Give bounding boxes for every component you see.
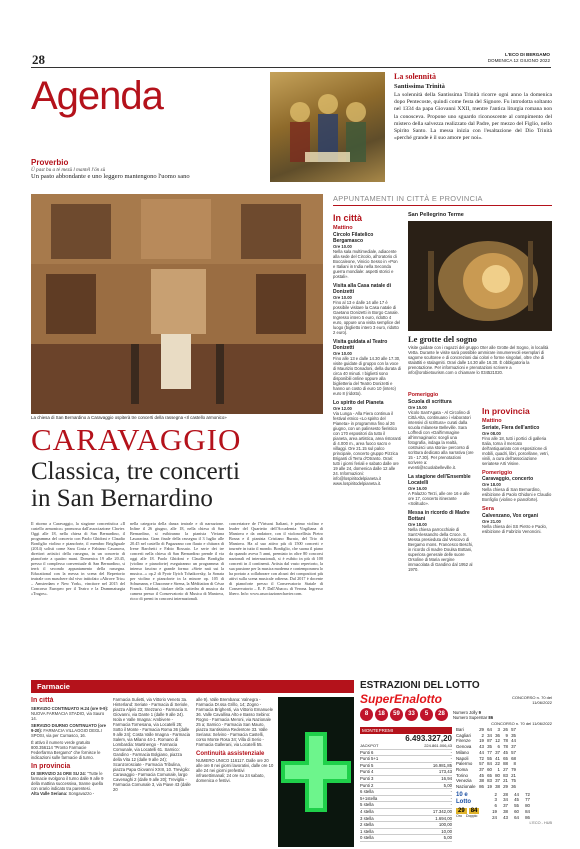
- ruota-number: 21: [503, 778, 508, 784]
- proverbio-label: Proverbio: [31, 158, 69, 167]
- jackpot-label: JACKPOT: [360, 743, 379, 748]
- page-number: 28: [32, 52, 45, 67]
- diecielotto-number: 80: [525, 803, 530, 809]
- premio-row: [360, 816, 452, 823]
- premio-value: 100,00: [438, 822, 452, 828]
- lotto-concorso: CONCORSO n. 70 del 11/06/2022: [491, 721, 552, 726]
- ruota-number: 87: [487, 738, 492, 744]
- ruota-row: [456, 784, 552, 790]
- ruota-number: 45: [503, 749, 508, 755]
- event-title: Scuola di scrittura: [408, 398, 452, 405]
- winning-numbers: [360, 708, 552, 721]
- article-col-1: Il ritorno a Caravaggio, la stagione concertistica «Il castello armonico» promossa dall'associazione Clavier. Oggi alle 18, nella chiesa di San Bernardino, il programma del concerto con Paolo Ghidoni e Claudio Bonfiglio violino e pianoforte, il membro Brigliguale (2014) solisti come Sara Costa e Fabiano Casanova, direttori artistici della rassegna, in un concerto di pianoforte a quattro mani. Domenica 19 alle 20.45, presso il complesso conventuale di San Bernardino, si terrà il secondo appuntamento della rassegna. Educational con la messa in scena del Repertorio teatrale con maschere dal vivo intitolato «Altrove Trio» – Amsterdam e New York», vincitore nel 2015 del Concorso Europeo per il Teatro e la Drammaturgia «Tragos».: [31, 521, 125, 596]
- event-time: Ore 21.00: [482, 518, 501, 524]
- ruota-number: 84: [487, 761, 492, 767]
- ruota-name: Nazionale: [456, 784, 476, 790]
- event-body: Fino al 13 e dalle 14 alle 17 è possibile visitare la Casa natale di Gaetano Donizetti in Borgo Canale. Ingresso intero 5 euro, ridotto 4 euro, oppure una visita semplice del luogo (biglietto intero 3 euro, ridotto 2 euro).: [333, 299, 401, 335]
- premio-row: [360, 783, 452, 790]
- event-body: A Palazzo Terzi, alle ore 16 e alle ore 17, concerto itinerante «Solitudo».: [408, 490, 470, 506]
- premio-row: [360, 822, 452, 829]
- event-item: [333, 400, 401, 486]
- premio-value: 17.342,00: [432, 808, 452, 814]
- event-item: [333, 339, 401, 396]
- cave-photo: [408, 221, 552, 331]
- event-body: Vicolo Sant'Agata - Al Circolino di Città Alta, continuano i «laboratori intensivi di scrittura» curati dalla scuola milanese Belleville. Sara Loffredi con «Dall'immagine all'immaginario: scegli una fotografia, indaga la realtà, costruisci una storia» percorso di scrittura dedicato alla narrativa (ore 15 - 17.30). Per prenotazioni scrivere a: eventi@scuolabelleville.it.: [408, 409, 474, 470]
- ruota-name: Milano: [456, 749, 469, 755]
- winning-number: 5: [420, 708, 433, 721]
- cave-illustration: [408, 221, 552, 331]
- ruota-number: 77: [487, 749, 492, 755]
- solennita-label: La solennità: [394, 72, 437, 81]
- event-title: Visita alla Casa natale di Donizetti: [333, 282, 391, 295]
- ruota-number: 36: [511, 784, 516, 790]
- ruota-name: Bari: [456, 727, 464, 732]
- diecielotto-number: 77: [525, 797, 530, 803]
- premio-row: [360, 756, 452, 763]
- premi-list: [360, 750, 452, 842]
- diecielotto-number: 64: [514, 814, 519, 820]
- diecielotto-number: 19: [492, 808, 497, 814]
- ruota-number: 78: [503, 744, 508, 750]
- event-title: Messa in ricordo di Madre Bottani: [408, 509, 470, 522]
- diecielotto-number: 6: [494, 803, 497, 809]
- ruota-number: 44: [511, 738, 516, 744]
- farmacie-heading: DI SERVIZIO 24 ORE SU 24:: [31, 771, 87, 776]
- ruota-number: 60: [487, 766, 492, 772]
- premio-label: Punti 2: [360, 782, 374, 788]
- event-time: Ore 10.00: [333, 350, 352, 356]
- premio-row: [360, 802, 452, 809]
- premio-label: 1 stella: [360, 828, 374, 834]
- event-body: Fino alle 13 e dalle 14.30 alle 17.30, visite guidate di gruppo con la voce di Maurizio Donadoni, della durata di circa 40 minuti. I biglietti sono disponibili online oppure alla biglietteria del Teatro Donizetti e hanno un costo di euro 10 (intero) euro 8 (ridotto).: [333, 355, 401, 396]
- ruota-number: 72: [479, 755, 484, 761]
- event-title: Calvenzano, Vox organi: [482, 512, 539, 519]
- premio-label: Punti 6: [360, 749, 374, 755]
- diecielotto-number: 45: [514, 797, 519, 803]
- ruota-number: 45: [479, 772, 484, 778]
- premio-row: [360, 809, 452, 816]
- ruota-number: 78: [503, 738, 508, 744]
- winning-number: 28: [435, 708, 448, 721]
- pharmacy-cross-image: [278, 697, 354, 847]
- event-item: [408, 510, 476, 572]
- ruota-number: 19: [487, 784, 492, 790]
- premio-label: 5 stella: [360, 802, 374, 808]
- ruote-table: [456, 727, 552, 842]
- diecielotto-number: 86: [525, 814, 530, 820]
- premio-label: 2 stella: [360, 822, 374, 828]
- superstar-value: 86: [488, 714, 494, 720]
- ruota-number: 64: [487, 727, 492, 732]
- ruota-number: 57: [511, 727, 516, 732]
- farmacie-text: "Tutte le farmacie svolgono il turno dalle 9 alle 9 della mattina successiva, tranne quella con orario indicato tra parentesi.: [31, 771, 104, 791]
- ruota-number: 65: [487, 772, 492, 778]
- ruota-number: 44: [479, 749, 484, 755]
- ruota-number: 21: [511, 772, 516, 778]
- ruota-number: 35: [487, 744, 492, 750]
- farmacie-col-3: [196, 697, 274, 847]
- farmacie-heading: SERVIZIO DIURNO CONTINUATO (ore 9-20):: [31, 723, 106, 733]
- premio-row: [360, 750, 452, 757]
- article-headline-1: Classica, tre concerti: [31, 458, 240, 485]
- jolly-superstar: [453, 710, 493, 720]
- premio-label: Punti 5: [360, 762, 374, 768]
- ruota-name: Torino: [456, 772, 468, 778]
- event-body: Fino alle 18, tutti i portici di galleria Italia, torna il mercato dell'antiquariato con esposizione di mobili, quadri, libri, porcellane, vetri, vinili, a cura dell'associazione seriatese Arti Visive.: [482, 435, 549, 466]
- diecielotto-number: 43: [503, 814, 508, 820]
- ruota-name: Palermo: [456, 761, 473, 767]
- ruota-number: 68: [511, 755, 516, 761]
- superenalotto-header: [360, 693, 552, 706]
- ruota-name: Venezia: [456, 778, 472, 784]
- trinity-icon-image: [270, 72, 385, 182]
- event-item: [333, 225, 401, 279]
- diecielotto-number: 28: [503, 791, 508, 797]
- superenalotto-logo: SuperEnalotto: [360, 692, 443, 706]
- montepremi-table: [360, 727, 452, 842]
- in-citta-title: In città: [333, 213, 363, 223]
- diecielotto-number: 34: [503, 797, 508, 803]
- event-title: Lo spirito del Pianeta: [333, 399, 384, 406]
- ruota-number: 29: [503, 784, 508, 790]
- trinity-icon-illustration: [270, 72, 385, 182]
- section-title: Agenda: [31, 74, 163, 118]
- article-col-3: concertatore de l'Virtuosi Italiani, è primo violino e leader del Quartetto dell'Accademia Virgiliana di Mantova e da ondatore, con il violoncellista Pietro Bosna e il pianista Cristiano Burato, del Trio di Mantova. Ha al suo attivo più di 1500 concerti e tournée in tutto il mondo. Bonfiglio, che suona il piano da quando aveva 5 anni, premiato in oltre 80 concorsi nazionali ed internazionali, si è esibito in più di 100 concerti in 4 continenti. Artista dal vasto repertorio, la sua passione per la musica moderna e contemporanea lo ha portato a collaborare con alcuni dei compositori più attivi sulla scena musicale odierna. Dal 2017 è docente di pianoforte presso il Conservatorio Statale di Conservatorio – E. F. Dall'Abaco» di Verona. Ingresso libero. Info: www.associazionechavier.com.: [229, 521, 323, 596]
- ruota-number: 3: [497, 727, 500, 732]
- ruota-number: 34: [487, 732, 492, 738]
- event-time: Ore 12.00: [333, 405, 352, 411]
- oro-number: 29: [458, 807, 465, 814]
- church-fresco-illustration: [31, 194, 323, 414]
- solennita-title: Santissima Trinità: [394, 83, 445, 90]
- in-citta-column: [333, 213, 401, 669]
- event-kicker: Pomeriggio: [408, 392, 439, 398]
- premio-value: -: [450, 802, 452, 808]
- farmacie-text: FARMACIA VILLAGGIO DEGLI SPOSI, via per Curnasco, 16.: [31, 728, 102, 738]
- ruota-number: 38: [495, 784, 500, 790]
- diecielotto-number: 38: [503, 808, 508, 814]
- diecielotto-number: 3: [494, 797, 497, 803]
- premio-value: 1.694,00: [435, 815, 452, 821]
- proverbio-translation: Un pasto abbondante e uno leggero mantengono l'uomo sano: [31, 173, 190, 180]
- event-title: La stagione dell'Ensemble Locatelli: [408, 473, 471, 486]
- premio-label: Punti 3: [360, 775, 374, 781]
- ruota-number: 88: [503, 761, 508, 767]
- premio-value: -: [450, 756, 452, 762]
- event-kicker: Sera: [482, 506, 494, 512]
- diecielotto-logo: 10 e Lotto: [456, 791, 471, 805]
- ruota-number: 6: [497, 744, 500, 750]
- diecielotto-box: [456, 792, 552, 821]
- event-item: [482, 506, 552, 534]
- ruota-number: 12: [495, 738, 500, 744]
- diecielotto-number: 84: [525, 808, 530, 814]
- article-col-2: nella categoria della danza teatrale e di narrazione. Infine il 26 giugno, alle 18, nella chiesa di San Bernardino, si esibiranno la pianista Viviana Lasaracina. Gran finale della rassegna il 3 luglio alle 20.45 nel castello di Pagazzano con flauto e chitarra di Irene Barchetti e Fabio Rossato. Le serie dei tre concerti nella chiesa di San Bernardino prende il via oggi alle 18. Paolo Ghidoni e Claudio Bonfiglio (violino e pianoforte) eseguiranno un programma di intenso fascino e grande forma: «Siete nati sui la musica...» op.2 di Pyotr Ilyich Tchaikovsky, la Sonata per violino e pianoforte in la minore op. 105 di Schumann, e Chaconne e Sirena, la Méditation di César Franck. Ghidoni, titolare della cattedra di musica da camera presso il Conservatorio di Musica di Mantova, ricco di premi in concorsi internazionali.: [130, 521, 224, 601]
- premio-value: 5,00: [443, 835, 452, 841]
- montepremi-value: 6.493.327,20: [405, 734, 452, 743]
- ruota-name: Genova: [456, 744, 472, 750]
- event-time: Ore 08.00: [482, 430, 501, 436]
- winning-number: 18: [375, 708, 388, 721]
- event-title: Seriate, Fiera dell'antico: [482, 424, 540, 431]
- event-item: [408, 474, 476, 506]
- article-headline-2: in San Bernardino: [31, 485, 213, 512]
- farmacie-text: alle 9). Valle Brembana: Valnegra - Farmacia Dr.ssa Grillo, 14; Zogno - Farmacia Brighenti, via Vittorio Emanuele 36. Valle Cavallina Alto e Basso Sebino: Rogno - Farmacia Meroni, via Nazionale 25 a; Sarnico - Farmacia San Mauro, piazza Santissima Redentore 33. Valle Seriana: Selvino - Farmacia Castelli, corso Monte Rosa 34; Villa di Serio - Farmacia Gallerani, via Locatelli 55.: [196, 697, 273, 747]
- event-body: Nella chiesa di San Bernardino, esibizione di Paolo Ghidoni e Claudio Bonfiglio (violino e pianoforte).: [482, 487, 552, 502]
- appuntamenti-banner: APPUNTAMENTI IN CITTÀ E PROVINCIA: [333, 194, 552, 206]
- ruota-number: 22: [495, 761, 500, 767]
- ruota-number: 65: [503, 755, 508, 761]
- ruota-number: 75: [511, 778, 516, 784]
- ruota-number: 37: [495, 778, 500, 784]
- masthead-block: [488, 52, 550, 63]
- superstar-label: Numero Superstar: [453, 714, 488, 720]
- event-body: Nella sala multimediale, adiacente alla sede del Circolo, all'oratorio di Boccaleone, Vinicio Sesso in «Pon e Italiani in India nella Seconda guerra mondiale: aspetti storici e postali».: [333, 248, 398, 279]
- ruota-number: 37: [511, 744, 516, 750]
- ruota-name: Napoli: [456, 755, 469, 761]
- ruota-name: Cagliari: [456, 732, 471, 738]
- diecielotto-logo-box: [456, 792, 482, 819]
- ruota-number: 57: [479, 761, 484, 767]
- header-rule: [31, 67, 551, 68]
- premio-value: 16.981,85: [432, 762, 452, 768]
- issue-date: DOMENICA 12 GIUGNO 2022: [487, 57, 550, 63]
- premio-row: [360, 763, 452, 770]
- premio-row: [360, 776, 452, 783]
- winning-number: 59: [390, 708, 403, 721]
- jackpot-value: 224.861.006,43: [424, 743, 452, 748]
- farmacie-in-citta: In città: [31, 697, 54, 704]
- premio-label: Punti 4: [360, 769, 374, 775]
- premio-value: 10,00: [441, 828, 452, 834]
- ruota-number: 35: [511, 732, 516, 738]
- ruota-number: 37: [495, 749, 500, 755]
- ruota-number: 83: [503, 772, 508, 778]
- premio-value: -: [450, 795, 452, 801]
- farmacie-text: NUOVA FARMACIA STADIO, via Sauro 14.: [31, 711, 105, 721]
- masthead: L'ECO DI BERGAMO: [505, 52, 550, 57]
- diecielotto-number: 55: [514, 803, 519, 809]
- ruota-number: 79: [511, 766, 516, 772]
- event-kicker: Mattino: [333, 225, 353, 231]
- grotte-title: Le grotte del sogno: [408, 334, 478, 344]
- diecielotto-row: [486, 815, 530, 821]
- ruota-number: 27: [503, 766, 508, 772]
- farmacie-heading: SERVIZIO CONTINUATO H.24 (ore 9-9):: [31, 706, 109, 711]
- event-body: Nella chiesa parrocchiale di Sant'Alessandro della Croce. S. Messa presieduta dal Vescovo di Bergamo mons. Francesco Beschi, in ricordo di madre Doulsa Bottani, superiora generale delle suore Orsoline di Maria vergine immacolata di Gandino dal 1952 al 1970.: [408, 526, 474, 572]
- event-item: [482, 418, 552, 466]
- premio-row: [360, 835, 452, 842]
- ruota-number: 29: [479, 727, 484, 732]
- diecielotto-number: 72: [525, 791, 530, 797]
- doppio-oro-number: 84: [470, 807, 478, 814]
- premio-label: 6 stella: [360, 789, 374, 795]
- event-title: Circolo Filatelico Bergamasco: [333, 231, 374, 244]
- continuita-body: NUMERO UNICO 116117. Dalle ore 20 alle ore 8 nei giorni lavorativi, dalle ore 10 alle 24 nei giorni prefestivi infrasettimanali; 24 ore su 24 sabato, domenica e festivi.: [196, 758, 274, 783]
- event-time: Ore 10.00: [333, 294, 352, 300]
- diecielotto-number: 37: [503, 803, 508, 809]
- premio-value: 173,43: [438, 769, 452, 775]
- event-body: Nella chiesa dei SS Pietro e Paolo, esibizione di Fabrizio Venoncini.: [482, 523, 547, 534]
- ruota-number: 41: [495, 755, 500, 761]
- farmacie-text: Songavazzo -: [68, 791, 95, 796]
- ruota-number: 8: [513, 761, 516, 767]
- premio-label: 4 stella: [360, 808, 374, 814]
- farmacie-text: È attivo il numero verde gratuito 800.356114 "Pronto Farmacie Federfarma Bergamo" che fornisce le indicazioni sulle farmacie di turno.: [31, 740, 101, 760]
- event-kicker: Mattino: [482, 418, 502, 424]
- oro-label: Oro: [456, 813, 462, 818]
- ruote-list: [456, 727, 552, 790]
- premio-label: 5+1stella: [360, 795, 378, 801]
- farmacie-banner: Farmacie: [31, 680, 354, 693]
- event-title: Caravaggio, concerto: [482, 476, 534, 482]
- event-time: Ore 18.00: [408, 521, 427, 527]
- diecielotto-number: 44: [514, 791, 519, 797]
- ruota-number: 26: [503, 727, 508, 732]
- pharmacy-cross-icon: [278, 697, 354, 847]
- jolly-value: 9: [478, 709, 481, 715]
- ruota-number: 83: [487, 778, 492, 784]
- event-body: Via Lunga - Alla Fiera continua il festival etnico «Lo spirito del Pianeta» in programma fino al 26 giugno, con un palinsesto fieristico con 170 espositori da tutto il pianeta, area artistica, area ristoranti di 4.000 m., area fuoco sacro e villaggi. Ore 21.15 sul palco principale, concerto gruppo Pizzica Briganti di Terra d'Otranto. Orari: tutti i giorni feriali e sabato dalle ore 19 alle 24, domenica dalle 12 alle 24. Informazioni: info@lospiritodelpianeta.it www.lospiritodelpianeta.it.: [333, 410, 401, 486]
- ruota-number: 80: [495, 772, 500, 778]
- farmacie-in-provincia: In provincia: [31, 763, 71, 770]
- event-time: Ore 18.00: [482, 482, 501, 487]
- event-time: Ore 16.00: [408, 485, 427, 491]
- photo2-caption: San Pellegrino Terme: [408, 212, 464, 218]
- premio-value: 5,00: [443, 782, 452, 788]
- ruota-number: 86: [479, 784, 484, 790]
- event-item: [482, 470, 552, 503]
- doppio-label: Doppio: [466, 813, 478, 818]
- winning-number: 33: [405, 708, 418, 721]
- premio-row: [360, 829, 452, 836]
- premio-label: 0 stella: [360, 835, 374, 841]
- lotto-title: ESTRAZIONI DEL LOTTO: [360, 680, 480, 691]
- ruota-number: 2: [481, 732, 484, 738]
- ruota-number: 57: [511, 749, 516, 755]
- event-time: Ore 15.00: [408, 404, 427, 410]
- premio-value: 16,94: [441, 775, 452, 781]
- farmacie-col-2: Farmacia Sulietti, via Vittorio Veneto 3a. Hinterland: Seriate - Farmacia di Seriole, piazza Alpini 23; Stezzano - Farmacia S. Giovanni, via Dante 1 (dalle 9 alle 24). Isola e Valle Imagna: Ambivere - Farmacia Tornesana, via Locatelli 25; Sotto il Monte - Farmacia Roma 36 (dalle 9 alle 24); Costa Valle Imagna - Farmacia Salem, via Milano 44-1. Romano di Lombardia: Martinengo - Farmacia Comunale, via Locatelli 61. Sarnico: Gandino - Farmacia Bolgiano, piazza della Vita 12 (dalle 9 alle 24); Scanzorosciate - Farmacia Tribulina, piazza Papa Giovanni XXIII, 10. Treviglio: Caravaggio - Farmacia Comunale, largo Cavenaghi 2 (dalle 9 alle 20); Treviglio - Farmacia Comunale 3, via Piave 43 (dalle 20: [113, 697, 191, 792]
- photo-caption: La chiesa di San Bernardino a Caravaggio ospiterà tre concerti della rassegna «Il castello armonico»: [31, 415, 227, 420]
- solennita-box: [394, 72, 552, 142]
- church-photo: [31, 194, 323, 414]
- proverbio-dialect: Ü past bu a té mezü l mantél l'ön sü: [31, 167, 106, 173]
- diecielotto-number: 2: [494, 791, 497, 797]
- jolly-label: Numero Jolly: [453, 709, 478, 715]
- in-provincia-title: In provincia: [482, 406, 530, 416]
- continuita-title: Continuità assistenziale: [196, 751, 265, 757]
- proverbio-box: [31, 158, 261, 181]
- in-provincia-column: [482, 392, 552, 670]
- montepremi-label: MONTEPREMI: [362, 728, 394, 733]
- grotte-body: Visite guidate con i ragazzi del gruppo Oter alle Grotte del Sogno, in località Vetta. Durante le visite sarà possibile ammirare innumerevoli esemplari di sagome scultoree e di concrezioni dai colori e forme singolari, oltre che di stalattiti e stalagmiti. Orari dalle 14.30 alle 16.30. È obbligatoria la prenotazione. Per informazioni e prenotazioni scrivere a info@orobietourism.com o chiamare lo 034521020.: [408, 345, 549, 375]
- article-kicker: CARAVAGGIO: [31, 422, 242, 457]
- ruota-number: 19: [479, 738, 484, 744]
- premio-label: 3 stella: [360, 815, 374, 821]
- superenalotto-concorso: CONCORSO n. 70 del 11/06/2022: [511, 694, 552, 705]
- premio-value: -: [450, 749, 452, 755]
- diecielotto-number: 24: [492, 814, 497, 820]
- premio-row: [360, 789, 452, 796]
- event-kicker: Pomeriggio: [482, 469, 513, 476]
- event-title: Visita guidata al Teatro Donizetti: [333, 338, 388, 351]
- diecielotto-grid: [486, 792, 530, 821]
- premio-row: [360, 796, 452, 803]
- premio-row: [360, 769, 452, 776]
- event-time: Ore 10.00: [333, 243, 352, 249]
- lotto-credit: L'ECO - HUB: [529, 821, 552, 826]
- pomeriggio-column: [408, 392, 476, 670]
- event-item: [408, 392, 476, 470]
- premio-value: -: [450, 789, 452, 795]
- premio-label: Punti 5+1: [360, 756, 379, 762]
- farmacie-col-1: [31, 697, 109, 847]
- lotto-box: [360, 680, 552, 846]
- farmacie-heading: Alta Valle Seriana:: [31, 791, 68, 796]
- ruota-number: 38: [479, 778, 484, 784]
- diecielotto-number: 60: [514, 808, 519, 814]
- ruota-number: 43: [479, 744, 484, 750]
- event-item: [333, 283, 401, 335]
- ruota-number: 9: [505, 732, 508, 738]
- ruota-number: 37: [479, 766, 484, 772]
- solennita-body: La solennità della Santissima Trinità ricorre ogni anno la domenica dopo Pentecoste, quindi come festa del Signore. Fu introdotta soltanto nel 1334 da papa Giovanni XXII, mentre l'antica liturgia romana non la conosceva. Propone uno sguardo riconoscente al compimento del mistero della salvezza realizzato dal Padre, per mezzo del Figlio, nello Spirito Santo. La messa inizia con l'esaltazione del Dio Trinità «perché grande è il suo amore per noi».: [394, 92, 552, 142]
- ruota-number: 55: [487, 755, 492, 761]
- ruota-number: 1: [497, 766, 500, 772]
- ruota-name: Roma: [456, 766, 468, 772]
- ruota-number: 36: [495, 732, 500, 738]
- winning-number: 8: [360, 708, 373, 721]
- ruota-name: Firenze: [456, 738, 471, 744]
